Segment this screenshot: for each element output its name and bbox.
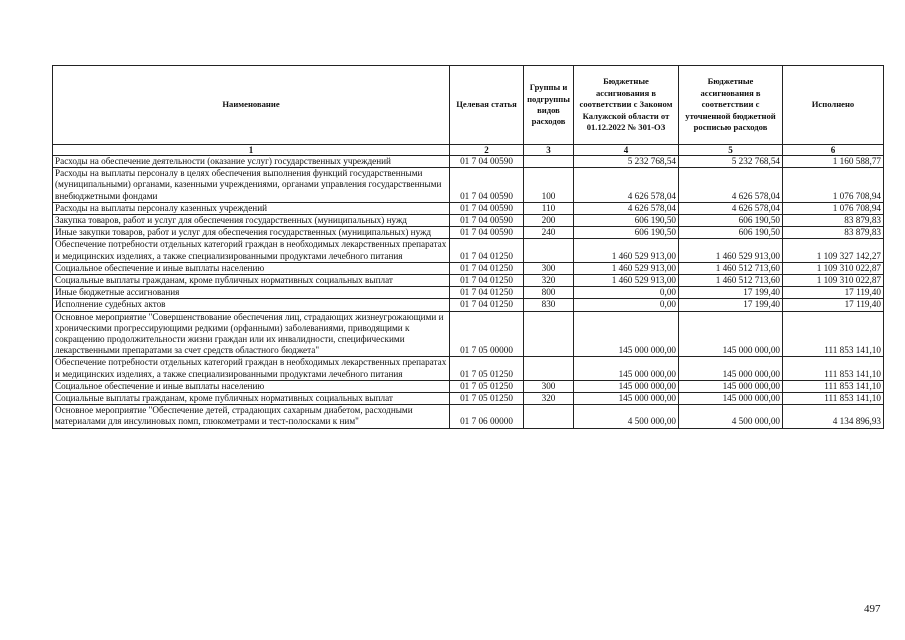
row-code: 01 7 04 01250	[450, 287, 524, 299]
row-name: Обеспечение потребности отдельных категорий граждан в необходимых лекарственных препаратах и медицинских изделиях, а также специализированными продуктами лечебного питания	[53, 357, 450, 380]
header-code: Целевая статья	[450, 66, 524, 145]
row-name: Основное мероприятие "Совершенствование обеспечения лиц, страдающих жизнеугрожающими и хроническими прогрессирующими редкими (орфанными) заболеваниями, приводящими к сокращению продолжительности жизни граждан или их инвалидности, специфическими лекарственными препаратами за счет средств областного бюджета"	[53, 311, 450, 357]
header-row	[53, 66, 884, 145]
row-law-amount: 145 000 000,00	[574, 380, 679, 392]
row-group: 800	[524, 287, 574, 299]
row-name: Социальное обеспечение и иные выплаты населению	[53, 262, 450, 274]
row-group	[524, 311, 574, 357]
row-refined-amount: 145 000 000,00	[679, 393, 783, 405]
row-code: 01 7 05 00000	[450, 311, 524, 357]
row-group: 320	[524, 275, 574, 287]
row-law-amount: 145 000 000,00	[574, 393, 679, 405]
row-name: Исполнение судебных актов	[53, 299, 450, 311]
row-law-amount: 0,00	[574, 299, 679, 311]
table-row	[53, 215, 884, 227]
row-code: 01 7 04 01250	[450, 239, 524, 262]
row-executed-amount: 1 109 310 022,87	[783, 275, 884, 287]
column-number: 6	[783, 145, 884, 156]
row-name: Обеспечение потребности отдельных категорий граждан в необходимых лекарственных препаратах и медицинских изделиях, а также специализированными продуктами лечебного питания	[53, 239, 450, 262]
row-law-amount: 1 460 529 913,00	[574, 239, 679, 262]
row-law-amount: 4 626 578,04	[574, 168, 679, 203]
row-executed-amount: 1 109 327 142,27	[783, 239, 884, 262]
row-executed-amount: 111 853 141,10	[783, 311, 884, 357]
row-group: 240	[524, 227, 574, 239]
row-law-amount: 4 626 578,04	[574, 202, 679, 214]
row-group: 830	[524, 299, 574, 311]
column-number-row	[53, 145, 884, 156]
row-group: 100	[524, 168, 574, 203]
table-row	[53, 311, 884, 357]
row-law-amount: 4 500 000,00	[574, 405, 679, 428]
row-executed-amount: 4 134 896,93	[783, 405, 884, 428]
row-executed-amount: 111 853 141,10	[783, 393, 884, 405]
row-refined-amount: 1 460 512 713,60	[679, 275, 783, 287]
header-law: Бюджетные ассигнования в соответствии с Законом Калужской области от 01.12.2022 № 301-ОЗ	[574, 66, 679, 145]
row-refined-amount: 145 000 000,00	[679, 311, 783, 357]
table-row	[53, 299, 884, 311]
row-executed-amount: 1 160 588,77	[783, 156, 884, 168]
row-refined-amount: 145 000 000,00	[679, 357, 783, 380]
row-code: 01 7 04 01250	[450, 262, 524, 274]
row-code: 01 7 05 01250	[450, 357, 524, 380]
row-law-amount: 1 460 529 913,00	[574, 262, 679, 274]
table-row	[53, 287, 884, 299]
row-group: 200	[524, 215, 574, 227]
row-refined-amount: 145 000 000,00	[679, 380, 783, 392]
column-number: 5	[679, 145, 783, 156]
row-refined-amount: 606 190,50	[679, 215, 783, 227]
row-code: 01 7 04 01250	[450, 275, 524, 287]
table-row	[53, 227, 884, 239]
table-body	[53, 156, 884, 429]
row-name: Социальное обеспечение и иные выплаты населению	[53, 380, 450, 392]
row-executed-amount: 1 076 708,94	[783, 202, 884, 214]
table-row	[53, 156, 884, 168]
row-group: 110	[524, 202, 574, 214]
row-refined-amount: 4 626 578,04	[679, 168, 783, 203]
header-executed: Исполнено	[783, 66, 884, 145]
table-row	[53, 168, 884, 203]
row-law-amount: 5 232 768,54	[574, 156, 679, 168]
row-refined-amount: 606 190,50	[679, 227, 783, 239]
column-number: 1	[53, 145, 450, 156]
row-group	[524, 156, 574, 168]
row-code: 01 7 06 00000	[450, 405, 524, 428]
table-row	[53, 202, 884, 214]
row-executed-amount: 1 076 708,94	[783, 168, 884, 203]
column-number: 4	[574, 145, 679, 156]
row-name: Расходы на выплаты персоналу в целях обеспечения выполнения функций государственными (муниципальными) органами, казенными учреждениями, органами управления государственными внебюджетными фондами	[53, 168, 450, 203]
row-group: 300	[524, 262, 574, 274]
row-law-amount: 606 190,50	[574, 215, 679, 227]
row-executed-amount: 17 119,40	[783, 299, 884, 311]
row-code: 01 7 04 00590	[450, 156, 524, 168]
row-group: 300	[524, 380, 574, 392]
row-code: 01 7 04 00590	[450, 168, 524, 203]
row-executed-amount: 83 879,83	[783, 215, 884, 227]
table-row	[53, 239, 884, 262]
row-executed-amount: 17 119,40	[783, 287, 884, 299]
row-refined-amount: 5 232 768,54	[679, 156, 783, 168]
row-group	[524, 239, 574, 262]
row-name: Иные бюджетные ассигнования	[53, 287, 450, 299]
row-refined-amount: 17 199,40	[679, 287, 783, 299]
header-name: Наименование	[53, 66, 450, 145]
table-row	[53, 393, 884, 405]
row-executed-amount: 83 879,83	[783, 227, 884, 239]
row-name: Закупка товаров, работ и услуг для обеспечения государственных (муниципальных) нужд	[53, 215, 450, 227]
row-name: Социальные выплаты гражданам, кроме публичных нормативных социальных выплат	[53, 275, 450, 287]
row-code: 01 7 04 00590	[450, 202, 524, 214]
row-name: Расходы на выплаты персоналу казенных учреждений	[53, 202, 450, 214]
column-number: 3	[524, 145, 574, 156]
row-code: 01 7 05 01250	[450, 380, 524, 392]
row-refined-amount: 17 199,40	[679, 299, 783, 311]
row-code: 01 7 04 00590	[450, 215, 524, 227]
row-refined-amount: 1 460 512 713,60	[679, 262, 783, 274]
table-row	[53, 357, 884, 380]
row-refined-amount: 4 500 000,00	[679, 405, 783, 428]
row-code: 01 7 04 01250	[450, 299, 524, 311]
row-code: 01 7 05 01250	[450, 393, 524, 405]
row-executed-amount: 1 109 310 022,87	[783, 262, 884, 274]
row-code: 01 7 04 00590	[450, 227, 524, 239]
budget-table	[52, 65, 884, 429]
row-name: Социальные выплаты гражданам, кроме публичных нормативных социальных выплат	[53, 393, 450, 405]
row-law-amount: 0,00	[574, 287, 679, 299]
row-group	[524, 357, 574, 380]
row-refined-amount: 1 460 529 913,00	[679, 239, 783, 262]
row-name: Расходы на обеспечение деятельности (оказание услуг) государственных учреждений	[53, 156, 450, 168]
row-law-amount: 606 190,50	[574, 227, 679, 239]
row-law-amount: 1 460 529 913,00	[574, 275, 679, 287]
page-number: 497	[864, 603, 881, 615]
row-group: 320	[524, 393, 574, 405]
column-number: 2	[450, 145, 524, 156]
row-name: Иные закупки товаров, работ и услуг для обеспечения государственных (муниципальных) нужд	[53, 227, 450, 239]
table-row	[53, 380, 884, 392]
row-name: Основное мероприятие "Обеспечение детей, страдающих сахарным диабетом, расходными материалами для инсулиновых помп, глюкометрами и тест-полосками к ним"	[53, 405, 450, 428]
row-executed-amount: 111 853 141,10	[783, 380, 884, 392]
table-row	[53, 275, 884, 287]
row-law-amount: 145 000 000,00	[574, 357, 679, 380]
row-refined-amount: 4 626 578,04	[679, 202, 783, 214]
row-law-amount: 145 000 000,00	[574, 311, 679, 357]
table-row	[53, 262, 884, 274]
table-row	[53, 405, 884, 428]
header-group: Группы и подгруппы видов расходов	[524, 66, 574, 145]
row-executed-amount: 111 853 141,10	[783, 357, 884, 380]
row-group	[524, 405, 574, 428]
header-refined: Бюджетные ассигнования в соответствии с уточненной бюджетной росписью расходов	[679, 66, 783, 145]
